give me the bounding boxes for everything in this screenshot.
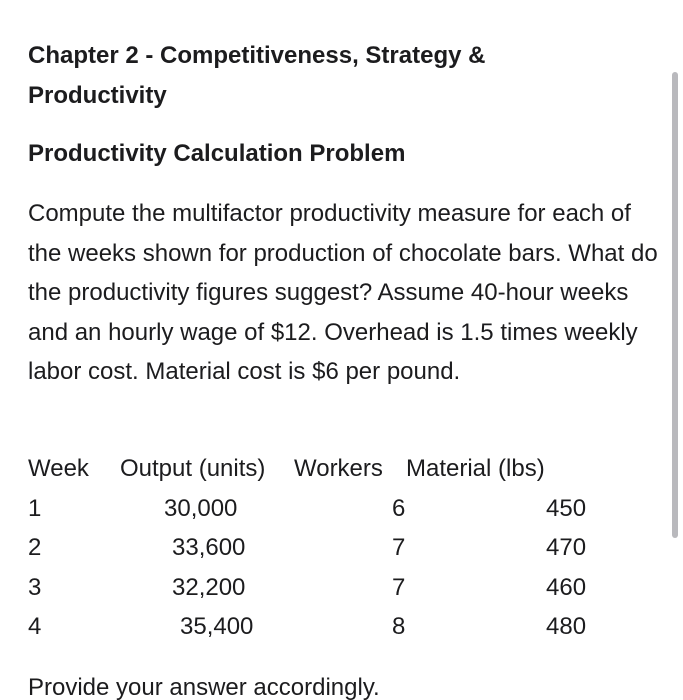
table-row — [28, 568, 648, 608]
cell-workers: 7 — [392, 534, 406, 561]
header-output: Output (units) — [120, 455, 266, 482]
cell-workers: 8 — [392, 613, 406, 640]
cell-material: 470 — [546, 534, 587, 561]
chapter-title: Chapter 2 - Competitiveness, Strategy & Productivity — [28, 42, 486, 109]
table-row — [28, 489, 648, 529]
cell-material: 480 — [546, 613, 587, 640]
header-material: Material (lbs) — [406, 455, 545, 482]
cell-output: 35,400 — [180, 613, 254, 640]
data-table — [28, 449, 648, 647]
problem-title: Productivity Calculation Problem — [28, 140, 406, 167]
cell-week: 4 — [28, 613, 42, 640]
table-header-row — [28, 449, 648, 489]
footer-instruction: Provide your answer accordingly. — [28, 674, 380, 700]
vertical-scrollbar[interactable] — [672, 72, 678, 538]
cell-week: 3 — [28, 573, 42, 601]
header-week: Week — [28, 455, 89, 482]
cell-output: 32,200 — [172, 573, 246, 601]
table-row — [28, 607, 648, 647]
problem-statement: Compute the multifactor productivity measure for each of the weeks shown for production of chocolate bars. What do the productivity figures suggest? Assume 40-hour weeks and an hourly wage of $12. Overhead is 1.5 times weekly labor cost. Material cost is $6 per pound. — [28, 200, 658, 385]
cell-output: 33,600 — [172, 534, 246, 561]
table-row — [28, 528, 648, 568]
cell-week: 2 — [28, 534, 42, 561]
header-workers: Workers — [294, 455, 383, 482]
cell-material: 460 — [546, 573, 587, 601]
cell-workers: 7 — [392, 573, 406, 601]
cell-output: 30,000 — [164, 494, 238, 522]
cut-off-text — [28, 0, 35, 12]
cell-workers: 6 — [392, 494, 406, 522]
cell-week: 1 — [28, 494, 42, 522]
cell-material: 450 — [546, 494, 587, 522]
